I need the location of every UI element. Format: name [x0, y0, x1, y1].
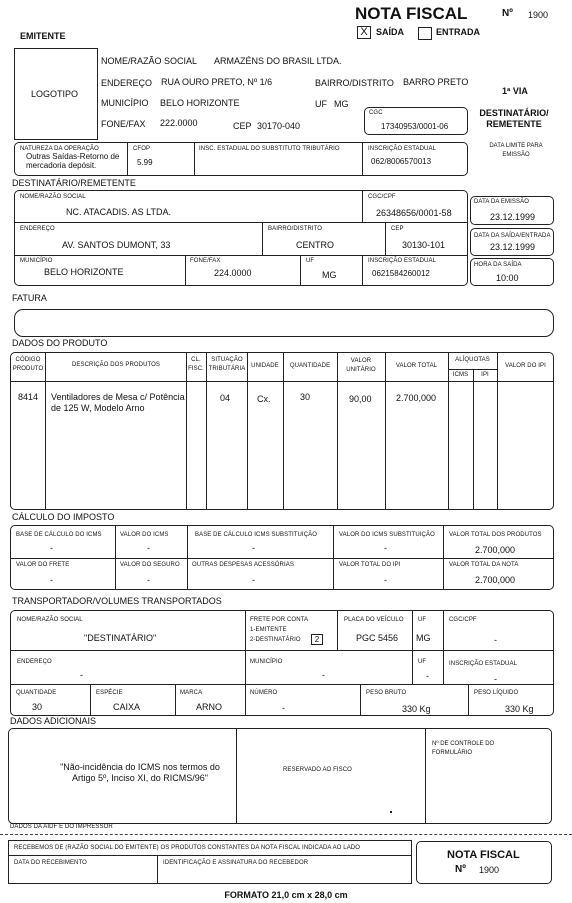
cgc-value: 17340953/0001-06: [381, 122, 449, 131]
data-limite-label: DATA LIMITE PARA EMISSÃO: [489, 143, 543, 158]
placa: PGC 5456: [356, 633, 399, 643]
dest-endereco-label: ENDEREÇO: [20, 226, 55, 232]
dest-nome-label: NOME/RAZÃO SOCIAL: [20, 194, 86, 200]
data-emissao-label: DATA DA EMISSÃO: [474, 199, 529, 205]
transp-endereco-label: ENDEREÇO: [17, 659, 52, 665]
placa-label: PLACA DO VEÍCULO: [344, 617, 404, 623]
cut-line: [0, 834, 572, 835]
vol-especie-label: ESPÉCIE: [96, 690, 123, 696]
transp-uf2-label: UF: [418, 659, 427, 665]
ipi: -: [384, 575, 387, 585]
transp-uf-label: UF: [418, 617, 427, 623]
transp-cgc: -: [494, 635, 497, 645]
vol-quantidade: 30: [32, 702, 43, 712]
dest-cep: 30130-101: [402, 240, 446, 250]
emitente-fone: 222.0000: [160, 118, 198, 128]
insc-substituto-label: INSC. ESTADUAL DO SUBSTITUTO TRIBUTÁRIO: [199, 146, 340, 152]
total-nota: 2.700,000: [475, 575, 516, 585]
col-cl-fisc: CL. FISC.: [188, 357, 204, 372]
dest-nome: NC. ATACADIS. AS LTDA.: [66, 207, 172, 217]
recebemos-text: RECEBEMOS DE (RAZÃO SOCIAL DO EMITENTE) OS PRODUTOS CONSTANTES DA NOTA FISCAL INDICADA AO LADO: [14, 845, 361, 851]
imposto-section: CÁLCULO DO IMPOSTO: [12, 512, 115, 522]
emitente-fone-label: FONE/FAX: [101, 119, 146, 129]
data-saida-label: DATA DA SAÍDA/ENTRADA: [474, 233, 551, 239]
seguro: -: [147, 575, 150, 585]
dest-uf-label: UF: [306, 258, 315, 264]
dest-bairro: CENTRO: [296, 240, 334, 250]
peso-bruto: 330 Kg: [402, 704, 431, 714]
via-label: 1ª VIA: [502, 86, 528, 96]
col-situacao: SITUAÇÃO TRIBUTÁRIA: [208, 357, 246, 372]
emitente-label: EMITENTE: [20, 31, 66, 41]
data-emissao: 23.12.1999: [490, 212, 536, 222]
base-icms: -: [50, 543, 53, 553]
row-situacao: 04: [220, 393, 231, 403]
dest-cgc: 26348656/0001-58: [376, 208, 452, 218]
peso-liquido-label: PESO LÍQUIDO: [474, 690, 519, 696]
transp-nome: "DESTINATÁRIO": [84, 633, 157, 643]
frete-opt-emitente: 1-EMITENTE: [250, 627, 287, 633]
valor-subst: -: [384, 543, 387, 553]
valor-subst-label: VALOR DO ICMS SUBSTITUIÇÃO: [339, 532, 435, 538]
dest-municipio-label: MUNICÍPIO: [20, 258, 53, 264]
dest-fone-label: FONE/FAX: [190, 258, 221, 264]
dest-endereco: AV. SANTOS DUMONT, 33: [62, 240, 171, 250]
produtos-section: DADOS DO PRODUTO: [12, 338, 108, 348]
entrada-label: ENTRADA: [436, 27, 480, 37]
transporte-section: TRANSPORTADOR/VOLUMES TRANSPORTADOS: [12, 596, 222, 606]
total-nota-label: VALOR TOTAL DA NOTA: [449, 562, 519, 568]
col-unidade: UNIDADE: [251, 363, 279, 369]
destinatario-section: DESTINATÁRIO/REMETENTE: [12, 178, 136, 188]
dot-mark: [390, 811, 392, 813]
controle-formulario: Nº DE CONTROLE DO FORMULÁRIO: [432, 741, 495, 756]
row-unidade: Cx.: [257, 394, 271, 404]
base-subst: -: [252, 543, 255, 553]
destinatario-remetente-via: DESTINATÁRIO/ REMETENTE: [479, 108, 549, 129]
frete-option-value: 2: [314, 635, 320, 644]
canhoto-nota-box: [416, 841, 552, 884]
outras-label: OUTRAS DESPESAS ACESSÓRIAS: [192, 562, 294, 568]
saida-label: SAÍDA: [376, 27, 405, 37]
frete-conta-label: FRETE POR CONTA: [250, 617, 309, 623]
emitente-bairro-label: BAIRRO/DISTRITO: [315, 78, 394, 88]
numero-value: 1900: [528, 10, 549, 20]
col-quantidade: QUANTIDADE: [289, 363, 331, 369]
fatura-box: [14, 309, 554, 337]
transp-insc: -: [494, 674, 497, 684]
natureza-value: Outras Saídas-Retorno de mercadoria depósit.: [26, 152, 120, 170]
col-aliquotas: ALÍQUOTAS: [455, 357, 490, 363]
adicionais-section: DADOS ADICIONAIS: [10, 716, 97, 726]
base-subst-label: BASE DE CÁLCULO ICMS SUBSTITUIÇÃO: [195, 532, 317, 538]
dest-insc-label: INSCRIÇÃO ESTADUAL: [368, 258, 437, 264]
frete-option-box[interactable]: [311, 634, 323, 645]
transp-nome-label: NOME/RAZÃO SOCIAL: [17, 617, 83, 623]
logotipo-placeholder: LOGOTIPO: [31, 89, 79, 99]
emitente-uf-label: UF: [315, 99, 327, 109]
vol-numero-label: NÚMERO: [250, 690, 278, 696]
dest-cep-label: CEP: [391, 226, 404, 232]
cgc-label: CGC: [369, 110, 383, 116]
nota-fiscal-title: NOTA FISCAL: [355, 4, 468, 23]
emitente-uf: MG: [334, 99, 349, 109]
fatura-section: FATURA: [12, 293, 47, 303]
emitente-municipio: BELO HORIZONTE: [160, 98, 240, 108]
col-valor-total: VALOR TOTAL: [395, 363, 438, 369]
row-quantidade: 30: [300, 392, 311, 402]
row-valor-unitario: 90,00: [349, 394, 372, 404]
dest-municipio: BELO HORIZONTE: [44, 267, 124, 277]
saida-checkbox[interactable]: [357, 26, 371, 39]
col-ipi: IPI: [481, 372, 489, 378]
assinatura-label: IDENTIFICAÇÃO E ASSINATURA DO RECEBEDOR: [163, 860, 309, 866]
natureza-label: NATUREZA DA OPERAÇÃO: [20, 146, 99, 152]
peso-bruto-label: PESO BRUTO: [366, 690, 407, 696]
vol-quantidade-label: QUANTIDADE: [16, 690, 57, 696]
base-icms-label: BASE DE CÁLCULO DO ICMS: [16, 532, 102, 538]
emitente-bairro: BARRO PRETO: [403, 77, 469, 87]
emitente-cep: 30170-040: [257, 121, 301, 131]
dest-fone: 224.0000: [214, 268, 252, 278]
numero-label: Nº: [502, 8, 513, 19]
dados-impressor: DADOS DA AIDF E DO IMPRESSOR: [10, 824, 113, 830]
col-valor-ipi: VALOR DO IPI: [505, 363, 546, 369]
transp-uf: MG: [416, 633, 431, 643]
dest-cgc-label: CGC/CPF: [368, 194, 396, 200]
cfop-value: 5.99: [137, 158, 153, 167]
seguro-label: VALOR DO SEGURO: [120, 562, 180, 568]
transp-uf2: -: [426, 671, 429, 681]
vol-marca: ARNO: [196, 702, 223, 712]
dest-bairro-label: BAIRRO/DISTRITO: [268, 226, 323, 232]
emitente-nome: ARMAZÉNS DO BRASIL LTDA.: [214, 56, 342, 66]
emitente-nome-label: NOME/RAZÃO SOCIAL: [101, 56, 198, 66]
valor-icms-label: VALOR DO ICMS: [120, 532, 169, 538]
frete: -: [50, 575, 53, 585]
vol-marca-label: MARCA: [180, 690, 203, 696]
transp-municipio-label: MUNICÍPIO: [250, 659, 283, 665]
frete-opt-destinatario: 2-DESTINATÁRIO: [250, 637, 301, 643]
entrada-checkbox[interactable]: [418, 27, 432, 40]
vol-especie: CAIXA: [113, 702, 141, 712]
row-codigo: 8414: [18, 392, 39, 402]
hora-saida-label: HORA DA SAÍDA: [474, 262, 522, 268]
dest-uf: MG: [322, 270, 337, 280]
canhoto-title: NOTA FISCAL: [447, 849, 520, 861]
canhoto-numero: 1900: [479, 865, 500, 875]
cfop-label: CFOP: [133, 146, 151, 152]
dest-insc: 0621584260012: [372, 269, 430, 278]
transp-endereco: -: [80, 670, 83, 680]
canhoto-numero-label: Nº: [455, 864, 466, 875]
frete-label: VALOR DO FRETE: [16, 562, 70, 568]
formato-footer: FORMATO 21,0 cm x 28,0 cm: [224, 890, 348, 900]
col-icms: ICMS: [452, 372, 469, 378]
row-valor-total: 2.700,000: [396, 393, 437, 403]
total-produtos-label: VALOR TOTAL DOS PRODUTOS: [449, 532, 542, 538]
emitente-cep-label: CEP: [233, 121, 252, 131]
row-descricao: Ventiladores de Mesa c/ Potência de 125 W, Modelo Arno: [51, 392, 185, 413]
transp-cgc-label: CGC/CPF: [449, 617, 477, 623]
insc-estadual-label: INSCRIÇÃO ESTADUAL: [368, 146, 437, 152]
transp-insc-label: INSCRIÇÃO ESTADUAL: [449, 661, 518, 667]
col-descricao: DESCRIÇÃO DOS PRODUTOS: [71, 362, 161, 368]
col-codigo: CÓDIGO PRODUTO: [12, 357, 44, 372]
reservado-fisco: RESERVADO AO FISCO: [283, 767, 352, 773]
vol-numero: -: [282, 703, 285, 713]
insc-estadual-value: 062/8006570013: [371, 157, 432, 166]
adicionais-texto: "Não-incidência do ICMS nos termos do Artigo 5º, Inciso XI, do RICMS/96": [60, 762, 220, 783]
peso-liquido: 330 Kg: [505, 704, 534, 714]
ipi-label: VALOR TOTAL DO IPI: [339, 562, 401, 568]
outras: -: [252, 575, 255, 585]
col-valor-unitario: VALOR UNITÁRIO: [346, 358, 376, 373]
emitente-municipio-label: MUNICÍPIO: [101, 98, 149, 108]
emitente-endereco: RUA OURO PRETO, Nº 1/6: [161, 77, 273, 87]
transp-municipio: -: [322, 670, 325, 680]
data-saida: 23.12.1999: [490, 242, 536, 252]
valor-icms: -: [147, 543, 150, 553]
total-produtos: 2.700,000: [475, 545, 516, 555]
hora-saida: 10:00: [496, 273, 519, 283]
emitente-endereco-label: ENDEREÇO: [101, 78, 153, 88]
data-recebimento-label: DATA DO RECEBIMENTO: [14, 860, 87, 866]
saida-mark: X: [360, 26, 368, 38]
